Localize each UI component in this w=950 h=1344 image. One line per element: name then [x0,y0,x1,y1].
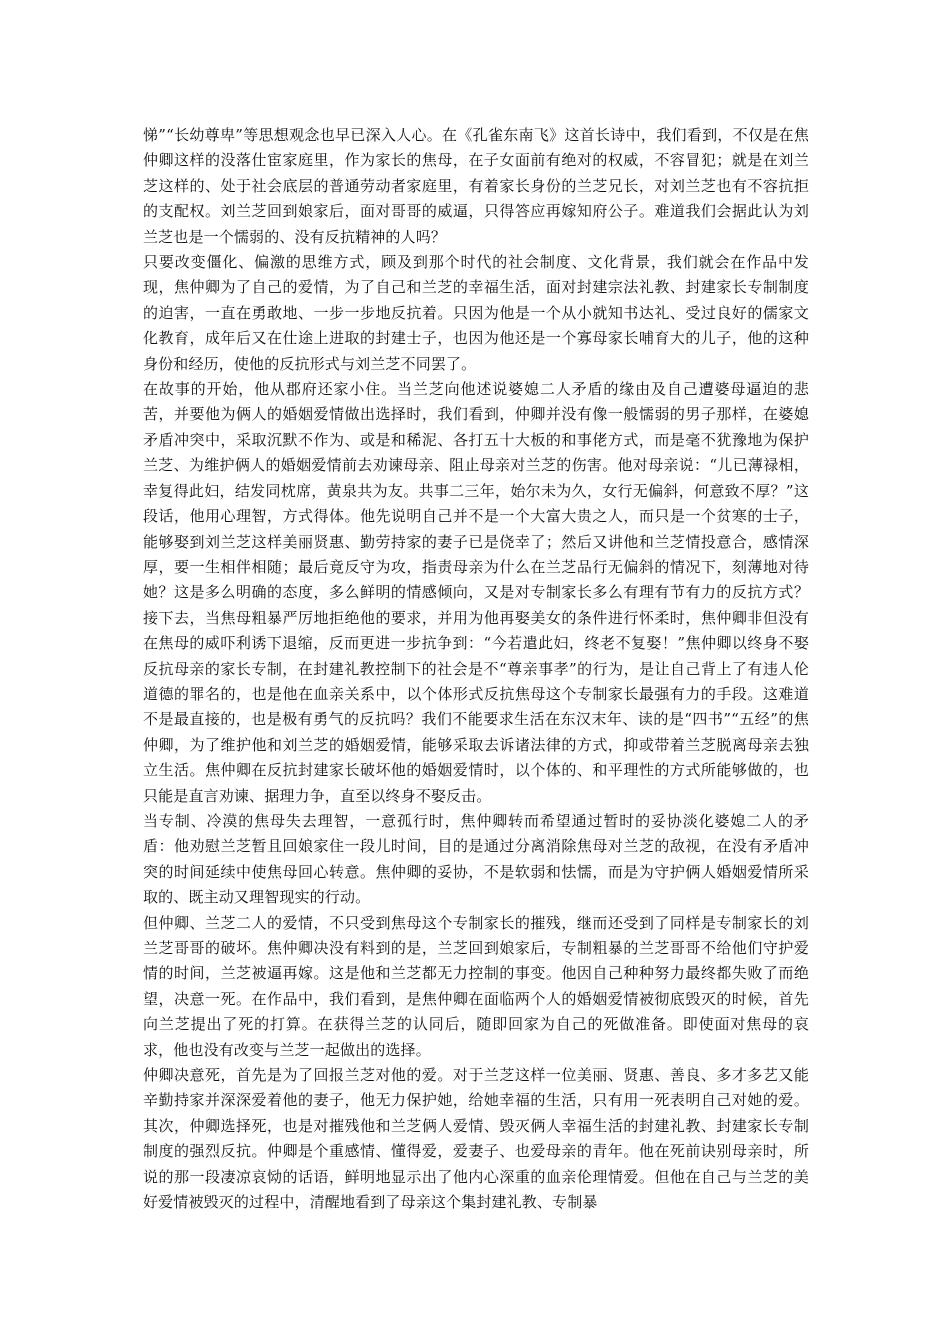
document-page [143,123,809,1215]
paragraph-3: 在故事的开始，他从郡府还家小住。当兰芝向他述说婆媳二人矛盾的缘由及自己遭婆母逼迫的悲苦，并要他为俩人的婚姻爱情做出选择时，我们看到，仲卿并没有像一般懦弱的男子那样，在婆媳矛盾冲突中，采取沉默不作为、或是和稀泥、各打五十大板的和事佬方式，而是毫不犹豫地为保护兰芝、为维护俩人的婚姻爱情前去劝谏母亲、阻止母亲对兰芝的伤害。他对母亲说：“儿已薄禄相，幸复得此妇，结发同枕席，黄泉共为友。共事二三年，始尔未为久，女行无偏斜，何意致不厚？”这段话，他用心理智，方式得体。他先说明自己并不是一个大富大贵之人，而只是一个贫寒的士子，能够娶到刘兰芝这样美丽贤惠、勤劳持家的妻子已是侥幸了；然后又讲他和兰芝情投意合，感情深厚，要一生相伴相随；最后竟反守为攻，指责母亲为什么在兰芝品行无偏斜的情况下，刻薄地对待她？这是多么明确的态度，多么鲜明的情感倾向，又是对专制家长多么有理有节有力的反抗方式？接下去，当焦母粗暴严厉地拒绝他的要求，并用为他再娶美女的条件进行怀柔时，焦仲卿非但没有在焦母的威吓利诱下退缩，反而更进一步抗争到：“今若遣此妇，终老不复娶！”焦仲卿以终身不娶反抗母亲的家长专制，在封建礼教控制下的社会是不“尊亲事孝”的行为，是让自己背上了有违人伦道德的罪名的，也是他在血亲关系中，以个体形式反抗焦母这个专制家长最强有力的手段。这难道不是最直接的，也是极有勇气的反抗吗？我们不能要求生活在东汉末年、读的是“四书”“五经”的焦仲卿，为了维护他和刘兰芝的婚姻爱情，能够采取去诉诸法律的方式，抑或带着兰芝脱离母亲去独立生活。焦仲卿在反抗封建家长破坏他的婚姻爱情时，以个体的、和平理性的方式所能够做的，也只能是直言劝谏、据理力争，直至以终身不娶反击。 [143,380,809,805]
paragraph-6: 仲卿决意死，首先是为了回报兰芝对他的爱。对于兰芝这样一位美丽、贤惠、善良、多才多艺又能辛勤持家并深深爱着他的妻子，他无力保护她，给她幸福的生活，只有用一死表明自己对她的爱。其次，仲卿选择死，也是对摧残他和兰芝俩人爱情、毁灭俩人幸福生活的封建礼教、封建家长专制制度的强烈反抗。仲卿是个重感情、懂得爱，爱妻子、也爱母亲的青年。他在死前诀别母亲时，所说的那一段凄凉哀恸的话语，鲜明地显示出了他内心深重的血亲伦理情爱。但他在自己与兰芝的美好爱情被毁灭的过程中，清醒地看到了母亲这个集封建礼教、专制暴 [143,1066,809,1212]
paragraph-1: 悌”“长幼尊卑”等思想观念也早已深入人心。在《孔雀东南飞》这首长诗中，我们看到，不仅是在焦仲卿这样的没落仕宦家庭里，作为家长的焦母，在子女面前有绝对的权威，不容冒犯；就是在刘兰芝这样的、处于社会底层的普通劳动者家庭里，有着家长身份的兰芝兄长，对刘兰芝也有不容抗拒的支配权。刘兰芝回到娘家后，面对哥哥的威逼，只得答应再嫁知府公子。难道我们会据此认为刘兰芝也是一个懦弱的、没有反抗精神的人吗？ [143,126,809,246]
paragraph-5: 但仲卿、兰芝二人的爱情，不只受到焦母这个专制家长的摧残，继而还受到了同样是专制家长的刘兰芝哥哥的破坏。焦仲卿决没有料到的是，兰芝回到娘家后，专制粗暴的兰芝哥哥不给他们守护爱情的时间，兰芝被逼再嫁。这是他和兰芝都无力控制的事变。他因自己种种努力最终都失败了而绝望，决意一死。在作品中，我们看到，是焦仲卿在面临两个人的婚姻爱情被彻底毁灭的时候，首先向兰芝提出了死的打算。在获得兰芝的认同后，随即回家为自己的死做准备。即使面对焦母的哀求，他也没有改变与兰芝一起做出的选择。 [143,913,809,1059]
paragraph-2: 只要改变僵化、偏激的思维方式，顾及到那个时代的社会制度、文化背景，我们就会在作品中发现，焦仲卿为了自己的爱情，为了自己和兰芝的幸福生活，面对封建宗法礼教、封建家长专制制度的迫害，一直在勇敢地、一步一步地反抗着。只因为他是一个从小就知书达礼、受过良好的儒家文化教育，成年后又在仕途上进取的封建士子，也因为他还是一个寡母家长哺育大的儿子，他的这种身份和经历，使他的反抗形式与刘兰芝不同罢了。 [143,253,809,373]
paragraph-4: 当专制、冷漠的焦母失去理智，一意孤行时，焦仲卿转而希望通过暂时的妥协淡化婆媳二人的矛盾：他劝慰兰芝暂且回娘家住一段儿时间，目的是通过分离消除焦母对兰芝的敌视，在没有矛盾冲突的时间延续中使焦母回心转意。焦仲卿的妥协，不是软弱和怯懦，而是为守护俩人婚姻爱情所采取的、既主动又理智现实的行动。 [143,811,809,907]
